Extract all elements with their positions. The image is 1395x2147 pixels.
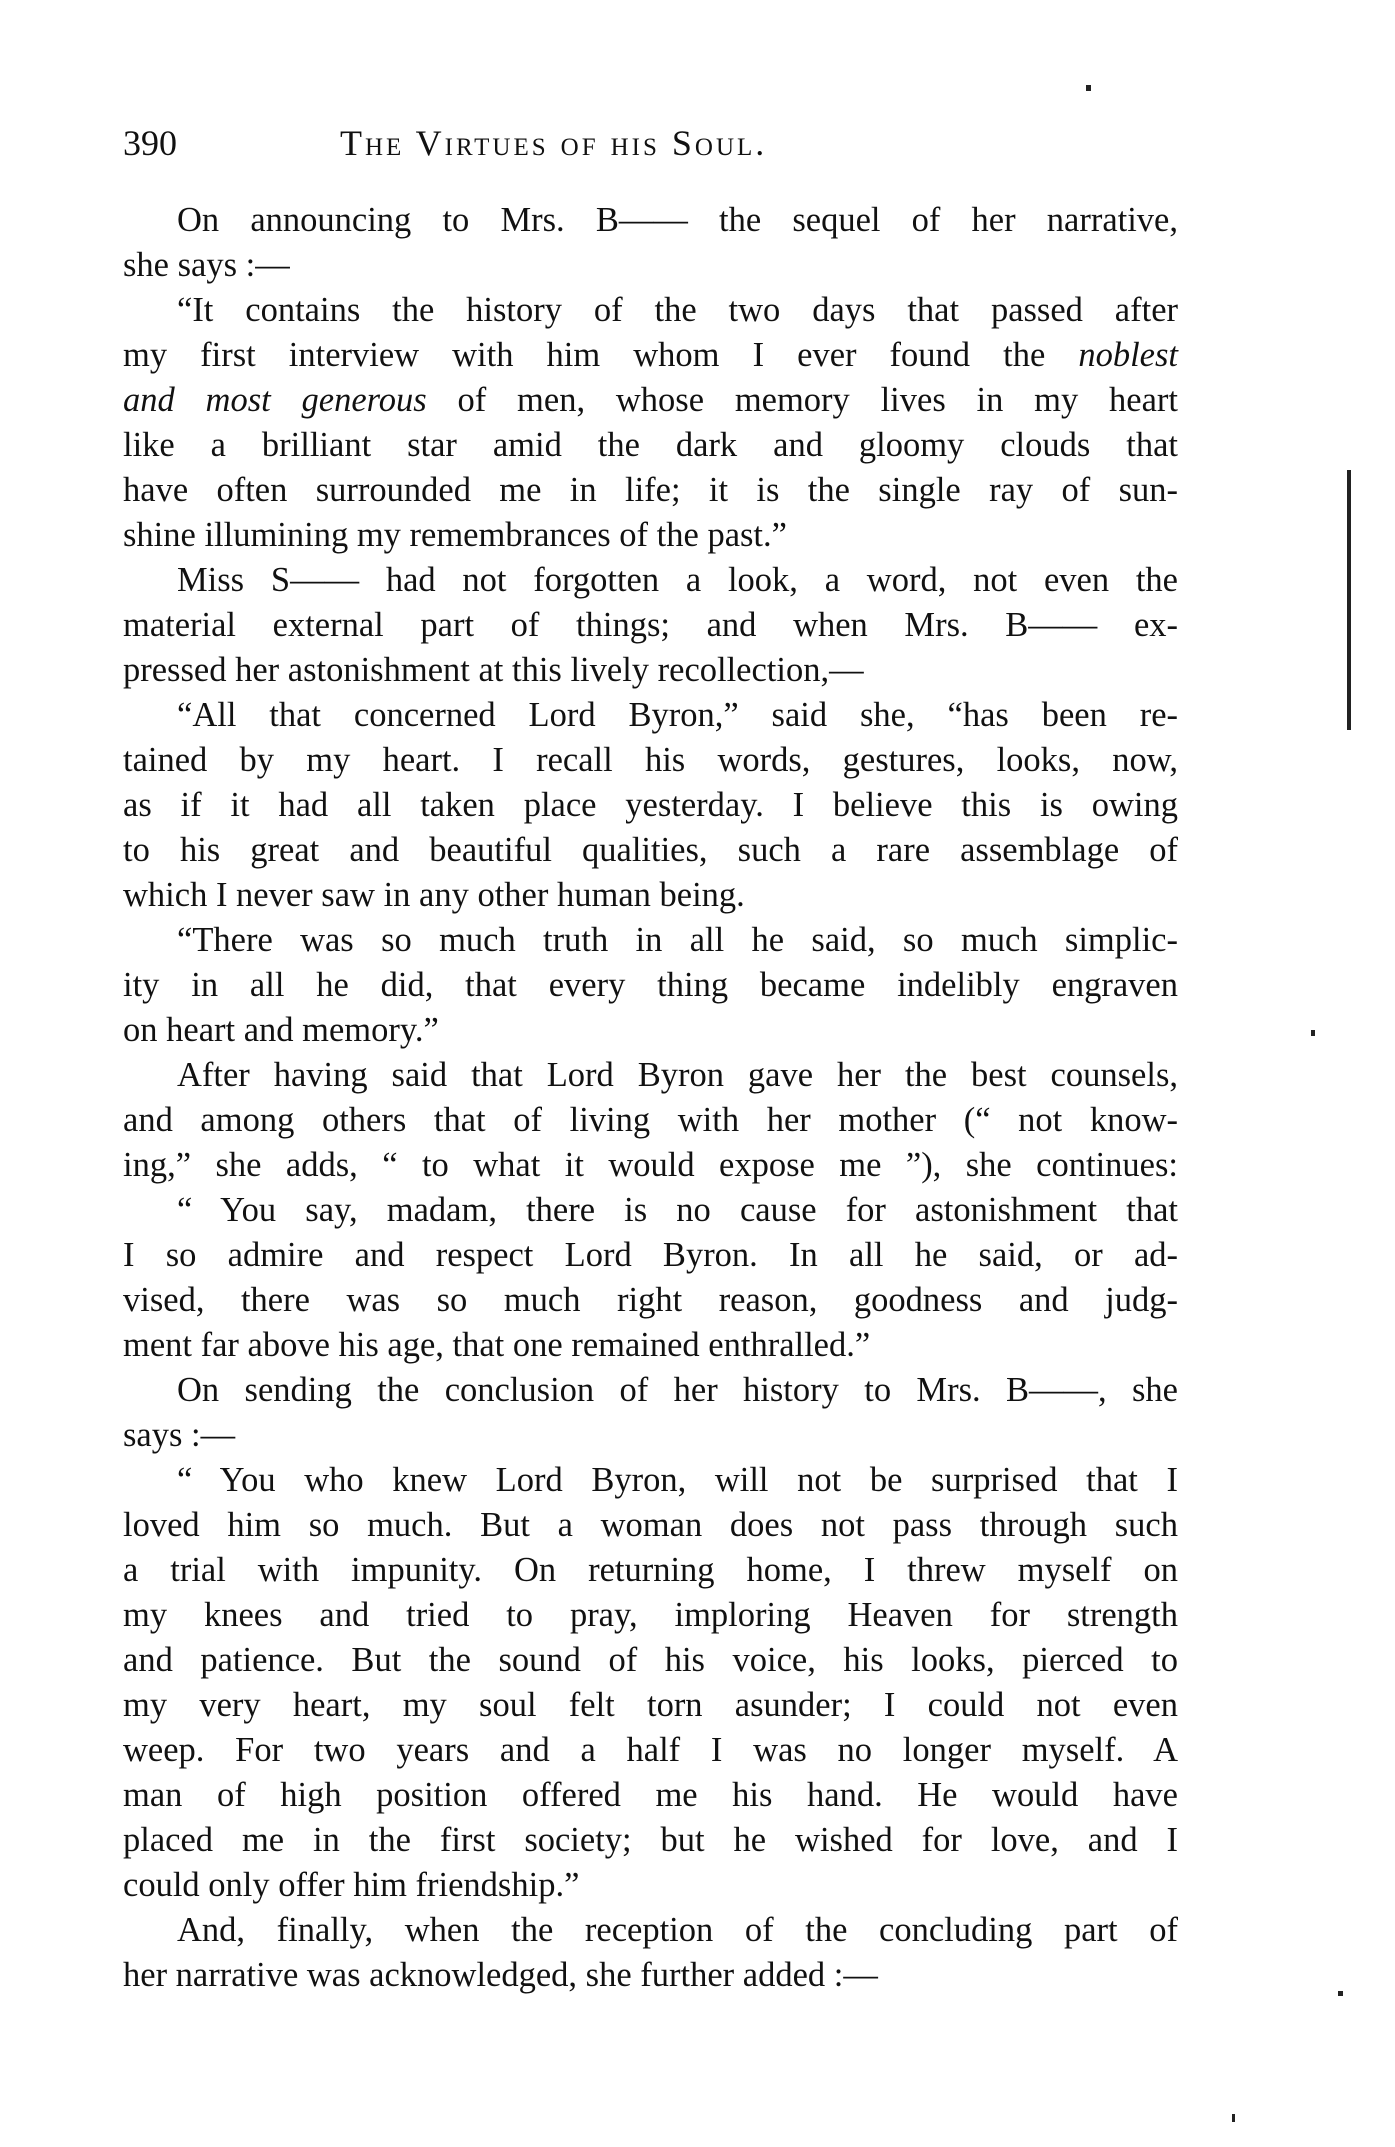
scan-artifact-dot xyxy=(1086,85,1091,91)
text-line xyxy=(123,648,1178,693)
text-run: ment far above his age, that one remained enthralled.” xyxy=(123,1326,871,1364)
text-run: “ You say, madam, there is no cause for astonishment that xyxy=(177,1191,1178,1229)
text-run: “All that concerned Lord Byron,” said she, “has been re- xyxy=(177,696,1178,734)
text-line xyxy=(123,1053,1178,1098)
text-run: weep. For two years and a half I was no longer myself. A xyxy=(123,1731,1178,1769)
text-run: vised, there was so much right reason, goodness and judg- xyxy=(123,1281,1178,1319)
text-line xyxy=(123,1278,1178,1323)
text-line xyxy=(123,1008,1178,1053)
text-run: “It contains the history of the two days that passed after xyxy=(177,291,1178,329)
text-run: my first interview with him whom I ever found the xyxy=(123,336,1079,374)
text-run: material external part of things; and when Mrs. B—— ex- xyxy=(123,606,1178,644)
text-run: my very heart, my soul felt torn asunder; I could not even xyxy=(123,1686,1178,1724)
text-run: and among others that of living with her mother (“ not know- xyxy=(123,1101,1178,1139)
running-header xyxy=(123,122,1183,170)
scan-artifact-dot xyxy=(1338,1991,1343,1996)
text-run: “ You who knew Lord Byron, will not be surprised that I xyxy=(177,1461,1178,1499)
text-line xyxy=(123,1773,1178,1818)
text-run: On announcing to Mrs. B—— the sequel of her narrative, xyxy=(177,201,1178,239)
text-line xyxy=(123,1323,1178,1368)
text-line xyxy=(123,828,1178,873)
text-line xyxy=(123,1548,1178,1593)
text-line xyxy=(123,738,1178,783)
text-line xyxy=(123,468,1178,513)
text-run: and patience. But the sound of his voice, his looks, pierced to xyxy=(123,1641,1178,1679)
italic-text: noblest xyxy=(1078,336,1178,374)
text-line xyxy=(123,1458,1178,1503)
text-run: which I never saw in any other human being. xyxy=(123,876,745,914)
text-line xyxy=(123,1863,1178,1908)
text-run: have often surrounded me in life; it is the single ray of sun- xyxy=(123,471,1178,509)
text-line xyxy=(123,423,1178,468)
text-run: I so admire and respect Lord Byron. In all he said, or ad- xyxy=(123,1236,1178,1274)
page-number: 390 xyxy=(123,123,177,163)
text-line xyxy=(123,1593,1178,1638)
text-run: like a brilliant star amid the dark and gloomy clouds that xyxy=(123,426,1178,464)
text-run: my knees and tried to pray, imploring Heaven for strength xyxy=(123,1596,1178,1634)
text-line xyxy=(123,1908,1178,1953)
text-run: she says :— xyxy=(123,246,290,284)
text-line xyxy=(123,333,1178,378)
text-line xyxy=(123,378,1178,423)
text-line xyxy=(123,288,1178,333)
scan-artifact-margin-line xyxy=(1347,470,1351,730)
text-line xyxy=(123,1818,1178,1863)
text-run: ity in all he did, that every thing became indelibly engraven xyxy=(123,966,1178,1004)
running-title: The Virtues of his Soul. xyxy=(340,123,768,163)
text-line xyxy=(123,1188,1178,1233)
text-run: to his great and beautiful qualities, such a rare assemblage of xyxy=(123,831,1178,869)
text-line xyxy=(123,1638,1178,1683)
body-text xyxy=(123,198,1178,1998)
text-line xyxy=(123,783,1178,828)
text-run: “There was so much truth in all he said, so much simplic- xyxy=(177,921,1178,959)
text-run: On sending the conclusion of her history to Mrs. B——, she xyxy=(177,1371,1178,1409)
text-run: her narrative was acknowledged, she further added :— xyxy=(123,1956,878,1994)
text-line xyxy=(123,1503,1178,1548)
text-run: as if it had all taken place yesterday. I believe this is owing xyxy=(123,786,1178,824)
text-run: After having said that Lord Byron gave her the best counsels, xyxy=(177,1056,1178,1094)
text-run: of men, whose memory lives in my heart xyxy=(426,381,1178,419)
text-run: pressed her astonishment at this lively recollection,— xyxy=(123,651,864,689)
text-run: man of high position offered me his hand. He would have xyxy=(123,1776,1178,1814)
text-line xyxy=(123,1368,1178,1413)
text-run: a trial with impunity. On returning home, I threw myself on xyxy=(123,1551,1178,1589)
text-line xyxy=(123,873,1178,918)
text-run: tained by my heart. I recall his words, gestures, looks, now, xyxy=(123,741,1178,779)
text-line xyxy=(123,693,1178,738)
text-run: Miss S—— had not forgotten a look, a word, not even the xyxy=(177,561,1178,599)
text-line xyxy=(123,963,1178,1008)
text-line xyxy=(123,1143,1178,1188)
text-line xyxy=(123,1233,1178,1278)
text-run: loved him so much. But a woman does not pass through such xyxy=(123,1506,1178,1544)
text-line xyxy=(123,603,1178,648)
text-line xyxy=(123,558,1178,603)
text-run: shine illumining my remembrances of the past.” xyxy=(123,516,787,554)
text-line xyxy=(123,198,1178,243)
text-line xyxy=(123,1728,1178,1773)
text-run: says :— xyxy=(123,1416,236,1454)
text-line xyxy=(123,1098,1178,1143)
text-line xyxy=(123,1953,1178,1998)
text-line xyxy=(123,243,1178,288)
text-line xyxy=(123,918,1178,963)
text-run: ing,” she adds, “ to what it would expose me ”), she continues: xyxy=(123,1146,1178,1184)
italic-text: and most generous xyxy=(123,381,427,419)
scan-artifact-dot xyxy=(1232,2114,1235,2122)
text-line xyxy=(123,1413,1178,1458)
scan-artifact-dot xyxy=(1311,1030,1315,1036)
text-run: And, finally, when the reception of the concluding part of xyxy=(177,1911,1178,1949)
text-line xyxy=(123,1683,1178,1728)
text-run: could only offer him friendship.” xyxy=(123,1866,580,1904)
text-run: on heart and memory.” xyxy=(123,1011,439,1049)
text-run: placed me in the first society; but he wished for love, and I xyxy=(123,1821,1178,1859)
text-line xyxy=(123,513,1178,558)
